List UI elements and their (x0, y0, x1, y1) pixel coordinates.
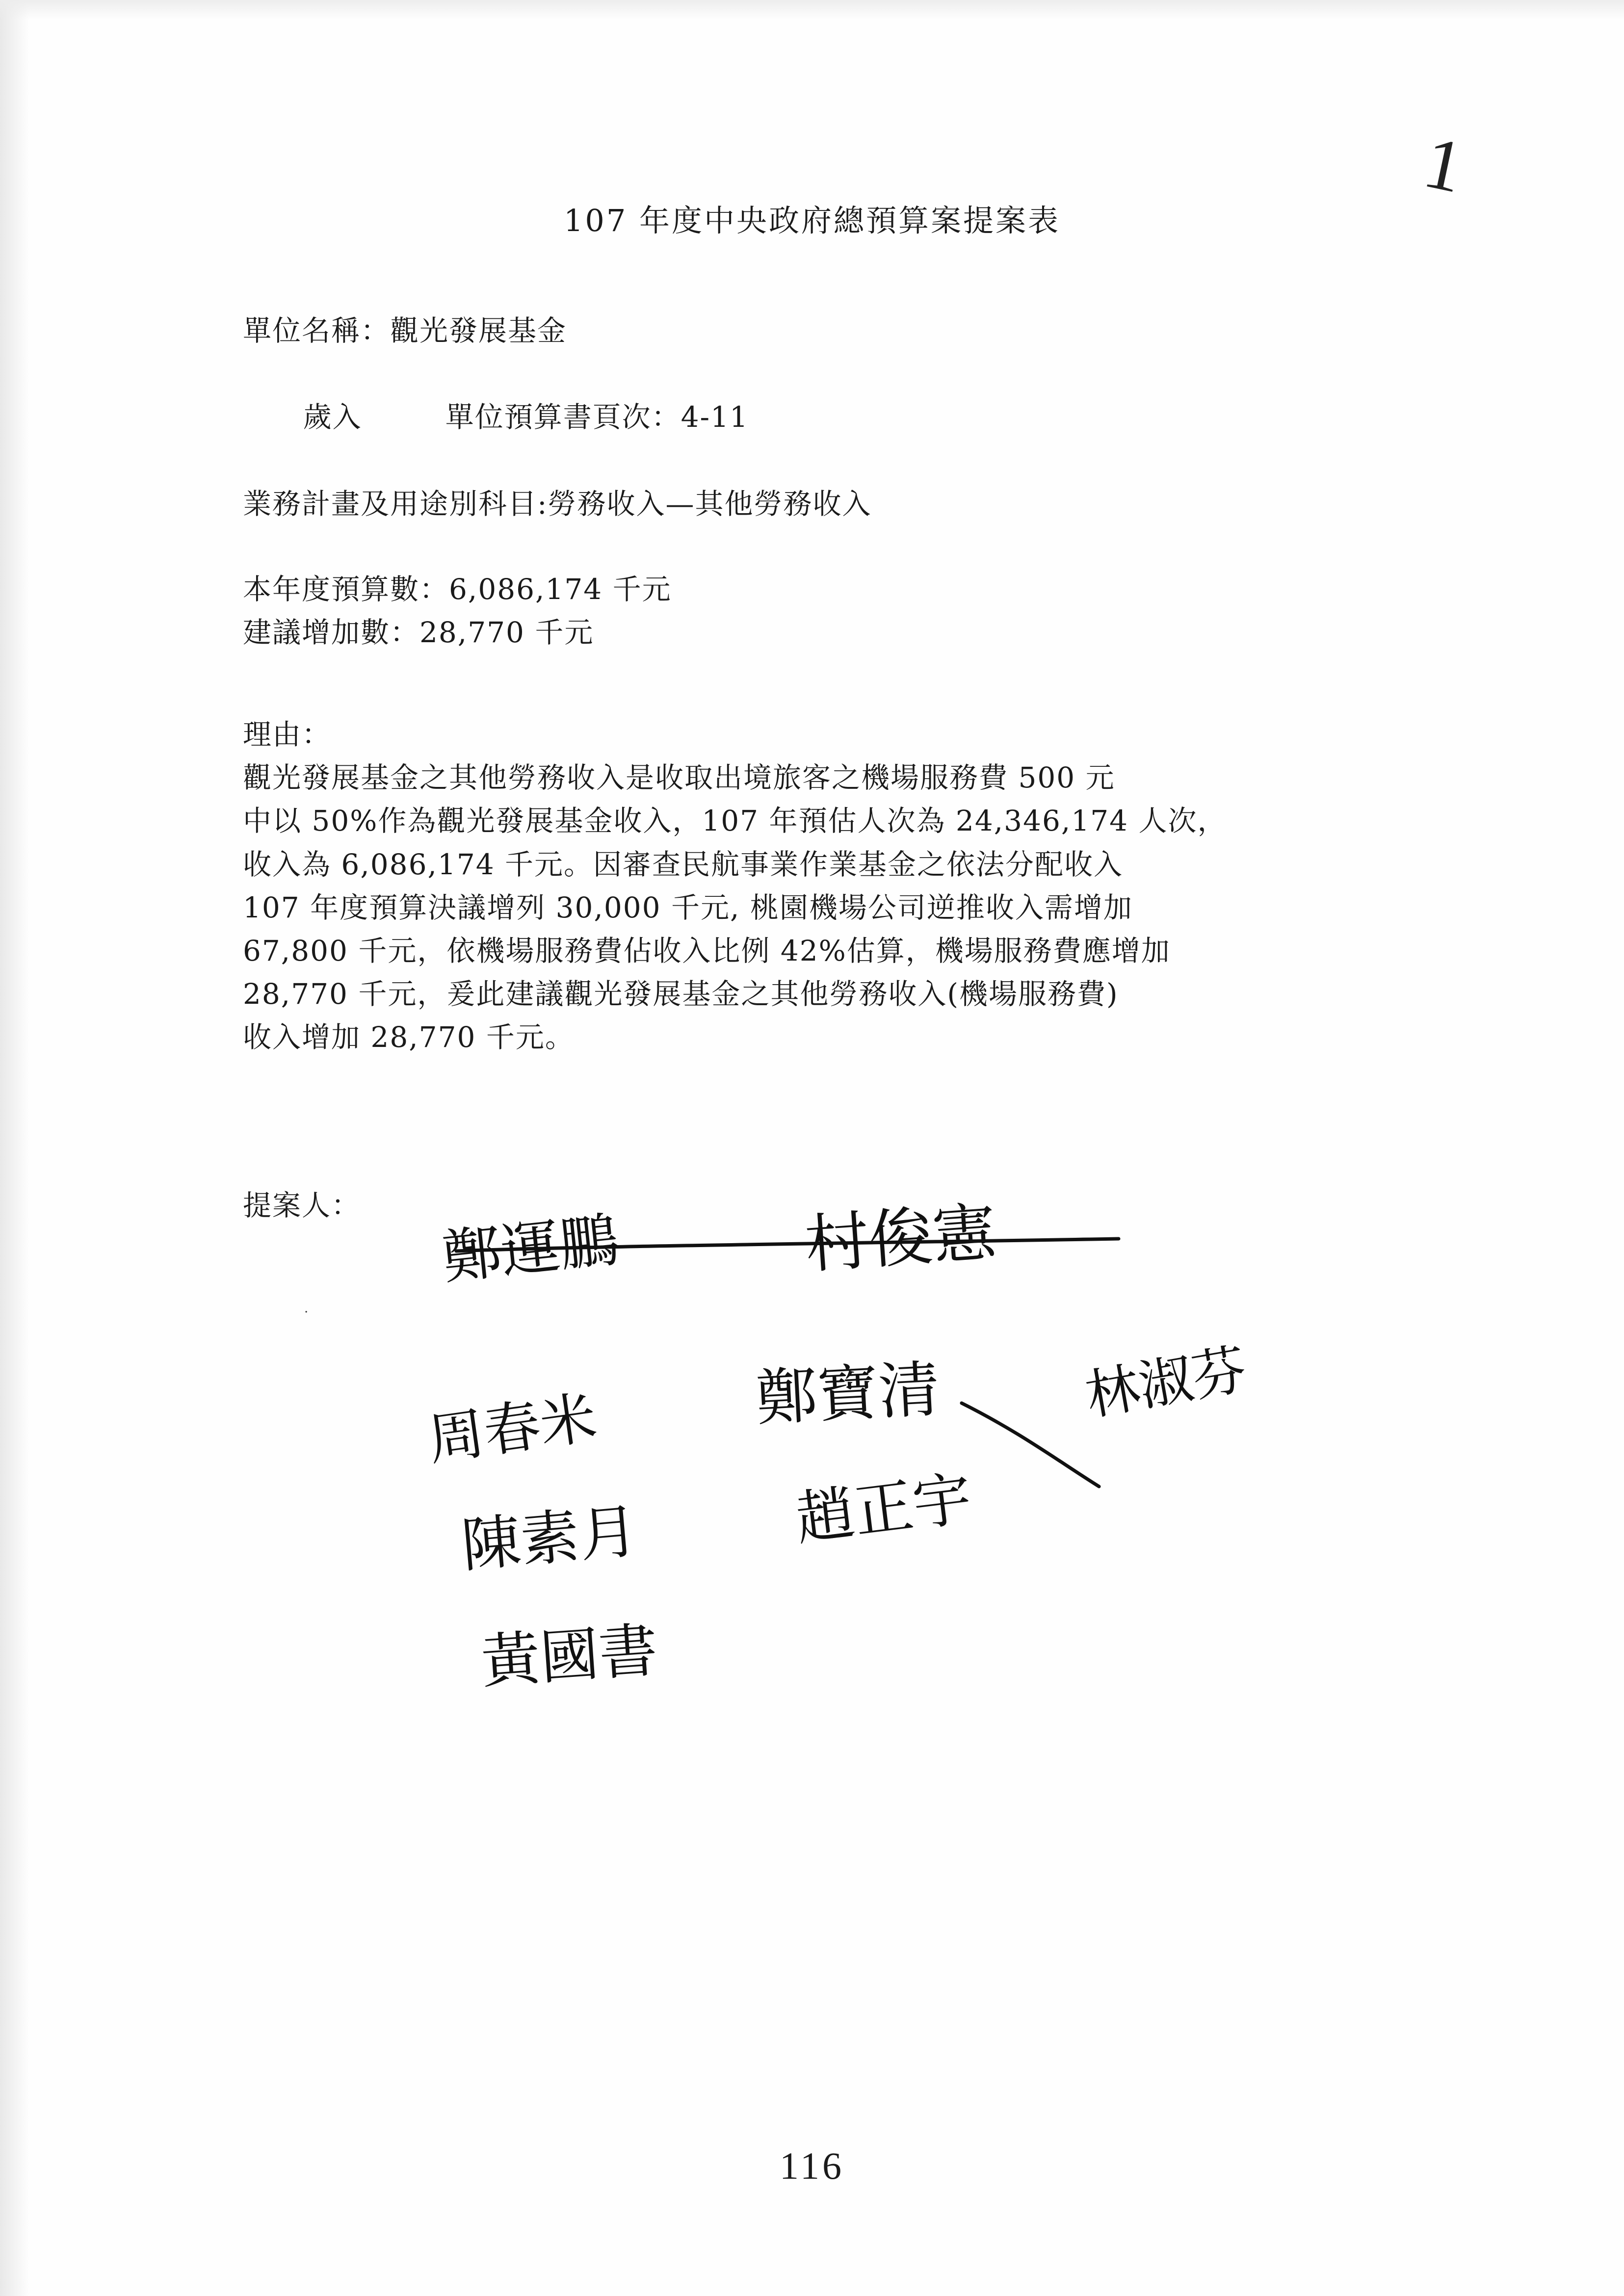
field-suggested-increase: 建議增加數：28,770 千元 (243, 615, 594, 649)
field-budget-page-ref: 單位預算書頁次：4-11 (445, 400, 749, 434)
signature-8: 黃國書 (479, 1616, 660, 1697)
page-number: 116 (779, 2144, 845, 2187)
signature-4: 鄭寶清 (754, 1354, 942, 1435)
reason-line: 中以 50%作為觀光發展基金收入，107 年預估人次為 24,346,174 人次， (243, 804, 1227, 838)
page-title: 107 年度中央政府總預算案提案表 (563, 203, 1061, 238)
scan-edge-shadow-left (0, 0, 29, 2296)
reason-line: 107 年度預算決議增列 30,000 千元, 桃園機場公司逆推收入需增加 (243, 890, 1133, 924)
stray-ink-mark: · (304, 1305, 309, 1320)
signature-area (383, 1128, 1462, 1840)
reason-line: 67,800 千元，依機場服務費佔收入比例 42%估算，機場服務費應增加 (243, 934, 1171, 967)
signature-7: 趙正宇 (792, 1464, 976, 1554)
field-current-year-budget: 本年度預算數：6,086,174 千元 (243, 572, 672, 606)
reason-line: 28,770 千元，爰此建議觀光發展基金之其他勞務收入(機場服務費) (243, 977, 1119, 1011)
field-revenue-label: 歲入 (303, 400, 362, 434)
document-body (243, 309, 1450, 1059)
scan-edge-shadow-top (0, 0, 1624, 20)
signature-3: 周春米 (423, 1384, 601, 1474)
spacer (243, 654, 1450, 713)
reason-line: 收入為 6,086,174 千元。因審查民航事業作業基金之依法分配收入 (243, 847, 1124, 881)
reason-line: 收入增加 28,770 千元。 (243, 1020, 575, 1054)
signature-2: 村俊憲 (802, 1194, 999, 1282)
field-unit-name: 單位名稱：觀光發展基金 (243, 314, 567, 347)
field-program-item: 業務計畫及用途別科目:勞務收入—其他勞務收入 (243, 487, 872, 521)
reason-line: 觀光發展基金之其他勞務收入是收取出境旅客之機場服務費 500 元 (243, 761, 1115, 795)
field-revenue-row (243, 352, 1450, 482)
handwritten-corner-mark: 1 (1417, 121, 1470, 209)
spacer (243, 525, 1450, 568)
proposer-label: 提案人： (243, 1189, 361, 1222)
signature-6: 陳素月 (459, 1497, 641, 1581)
signature-5: 林淑芬 (1080, 1337, 1252, 1428)
reason-label: 理由： (243, 718, 332, 752)
signature-1: 鄭運鵬 (439, 1206, 622, 1293)
